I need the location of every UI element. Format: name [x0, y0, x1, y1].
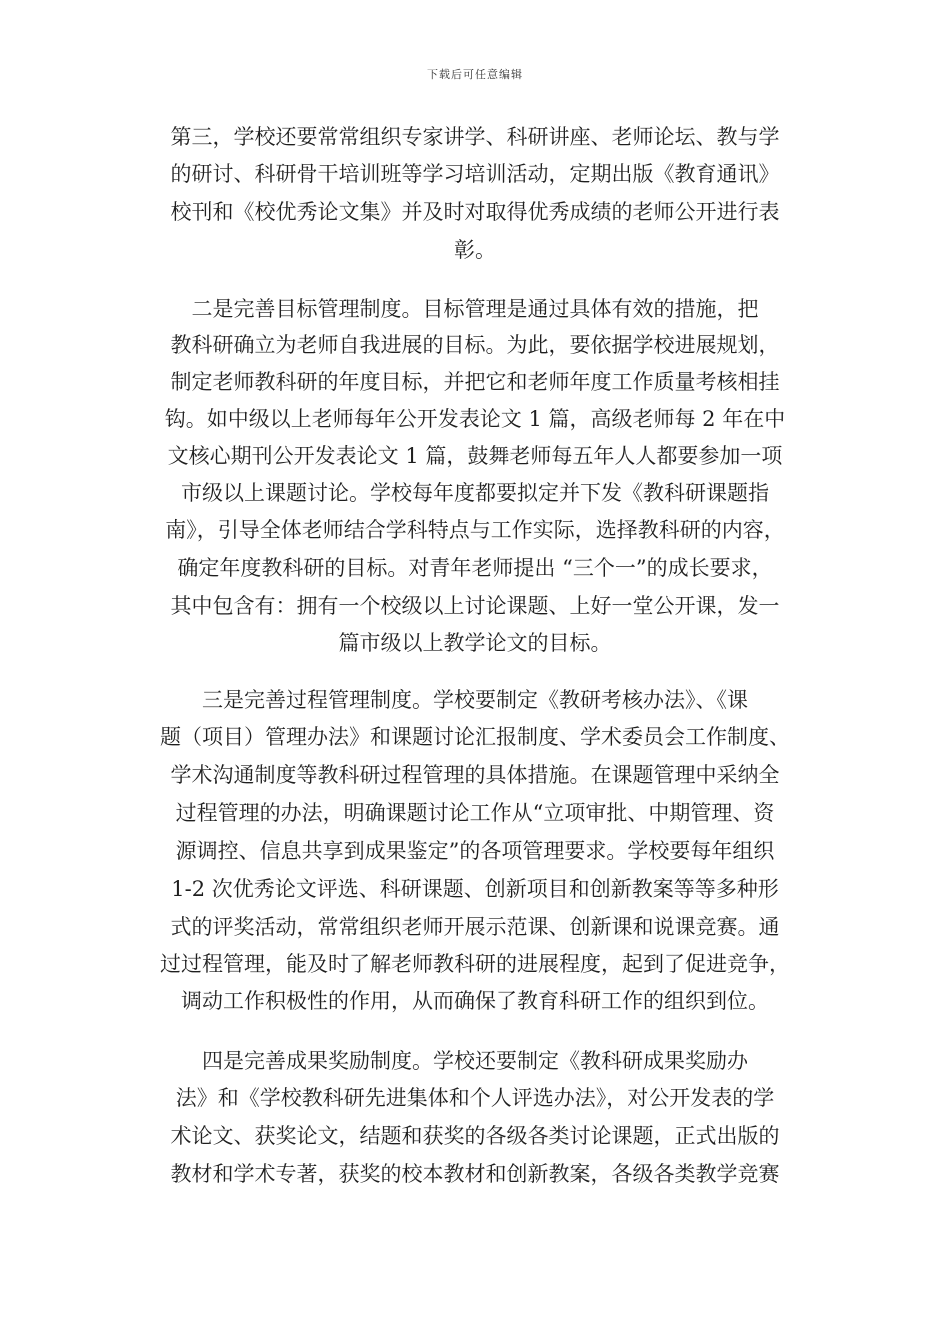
header-note: 下载后可任意编辑: [427, 68, 523, 81]
paragraph-1-line-3: 校刊和《校优秀论文集》并及时对取得优秀成绩的老师公开进行表: [170, 200, 780, 224]
paragraph-4-line-2: 法》和《学校教科研先进集体和个人评选办法》，对公开发表的学: [175, 1086, 775, 1110]
paragraph-2-line-3: 制定老师教科研的年度目标，并把它和老师年度工作质量考核相挂: [170, 370, 780, 394]
paragraph-1-line-2: 的研讨、科研骨干培训班等学习培训活动，定期出版《教育通讯》: [170, 162, 780, 186]
paragraph-3-line-5: 源调控、信息共享到成果鉴定”的各项管理要求。学校要每年组织: [175, 839, 775, 863]
paragraph-2-line-1: 二是完善目标管理制度。目标管理是通过具体有效的措施，把: [191, 297, 759, 321]
paragraph-2-line-8: 确定年度教科研的目标。对青年老师提出 “三个一”的成长要求，: [177, 556, 773, 580]
paragraph-3-line-8: 过过程管理，能及时了解老师教科研的进展程度，起到了促进竞争，: [160, 952, 790, 976]
paragraph-3-line-7: 式的评奖活动，常常组织老师开展示范课、创新课和说课竞赛。通: [170, 915, 780, 939]
paragraph-2-line-9: 其中包含有：拥有一个校级以上讨论课题、上好一堂公开课，发一: [170, 594, 780, 618]
paragraph-3-line-6: 1-2 次优秀论文评选、科研课题、创新项目和创新教案等等多种形: [171, 877, 779, 901]
paragraph-2-line-7: 南》，引导全体老师结合学科特点与工作实际，选择教科研的内容，: [165, 518, 785, 542]
paragraph-2-line-4: 钩。如中级以上老师每年公开发表论文 1 篇，高级老师每 2 年在中: [164, 407, 786, 431]
paragraph-3-line-1: 三是完善过程管理制度。学校要制定《教研考核办法》、《课: [202, 688, 748, 712]
paragraph-2-line-5: 文核心期刊公开发表论文 1 篇，鼓舞老师每五年人人都要参加一项: [167, 444, 783, 468]
paragraph-4-line-4: 教材和学术专著，获奖的校本教材和创新教案，各级各类教学竞赛: [170, 1162, 780, 1186]
paragraph-3-line-9: 调动工作积极性的作用，从而确保了教育科研工作的组织到位。: [181, 989, 769, 1013]
paragraph-1-line-4: 彰。: [454, 238, 496, 262]
paragraph-2-line-6: 市级以上课题讨论。学校每年度都要拟定并下发《教科研课题指: [181, 481, 769, 505]
paragraph-2-line-2: 教科研确立为老师自我进展的目标。为此，要依据学校进展规划，: [170, 333, 780, 357]
paragraph-1-line-1: 第三，学校还要常常组织专家讲学、科研讲座、老师论坛、教与学: [170, 125, 780, 149]
paragraph-3-line-3: 学术沟通制度等教科研过程管理的具体措施。在课题管理中采纳全: [170, 763, 780, 787]
paragraph-4-line-1: 四是完善成果奖励制度。学校还要制定《教科研成果奖励办: [202, 1049, 748, 1073]
paragraph-3-line-4: 过程管理的办法，明确课题讨论工作从“立项审批、中期管理、资: [175, 801, 775, 825]
paragraph-3-line-2: 题（项目）管理办法》和课题讨论汇报制度、学术委员会工作制度、: [160, 725, 790, 749]
paragraph-4-line-3: 术论文、获奖论文，结题和获奖的各级各类讨论课题，正式出版的: [170, 1124, 780, 1148]
paragraph-2-line-10: 篇市级以上教学论文的目标。: [338, 631, 612, 655]
